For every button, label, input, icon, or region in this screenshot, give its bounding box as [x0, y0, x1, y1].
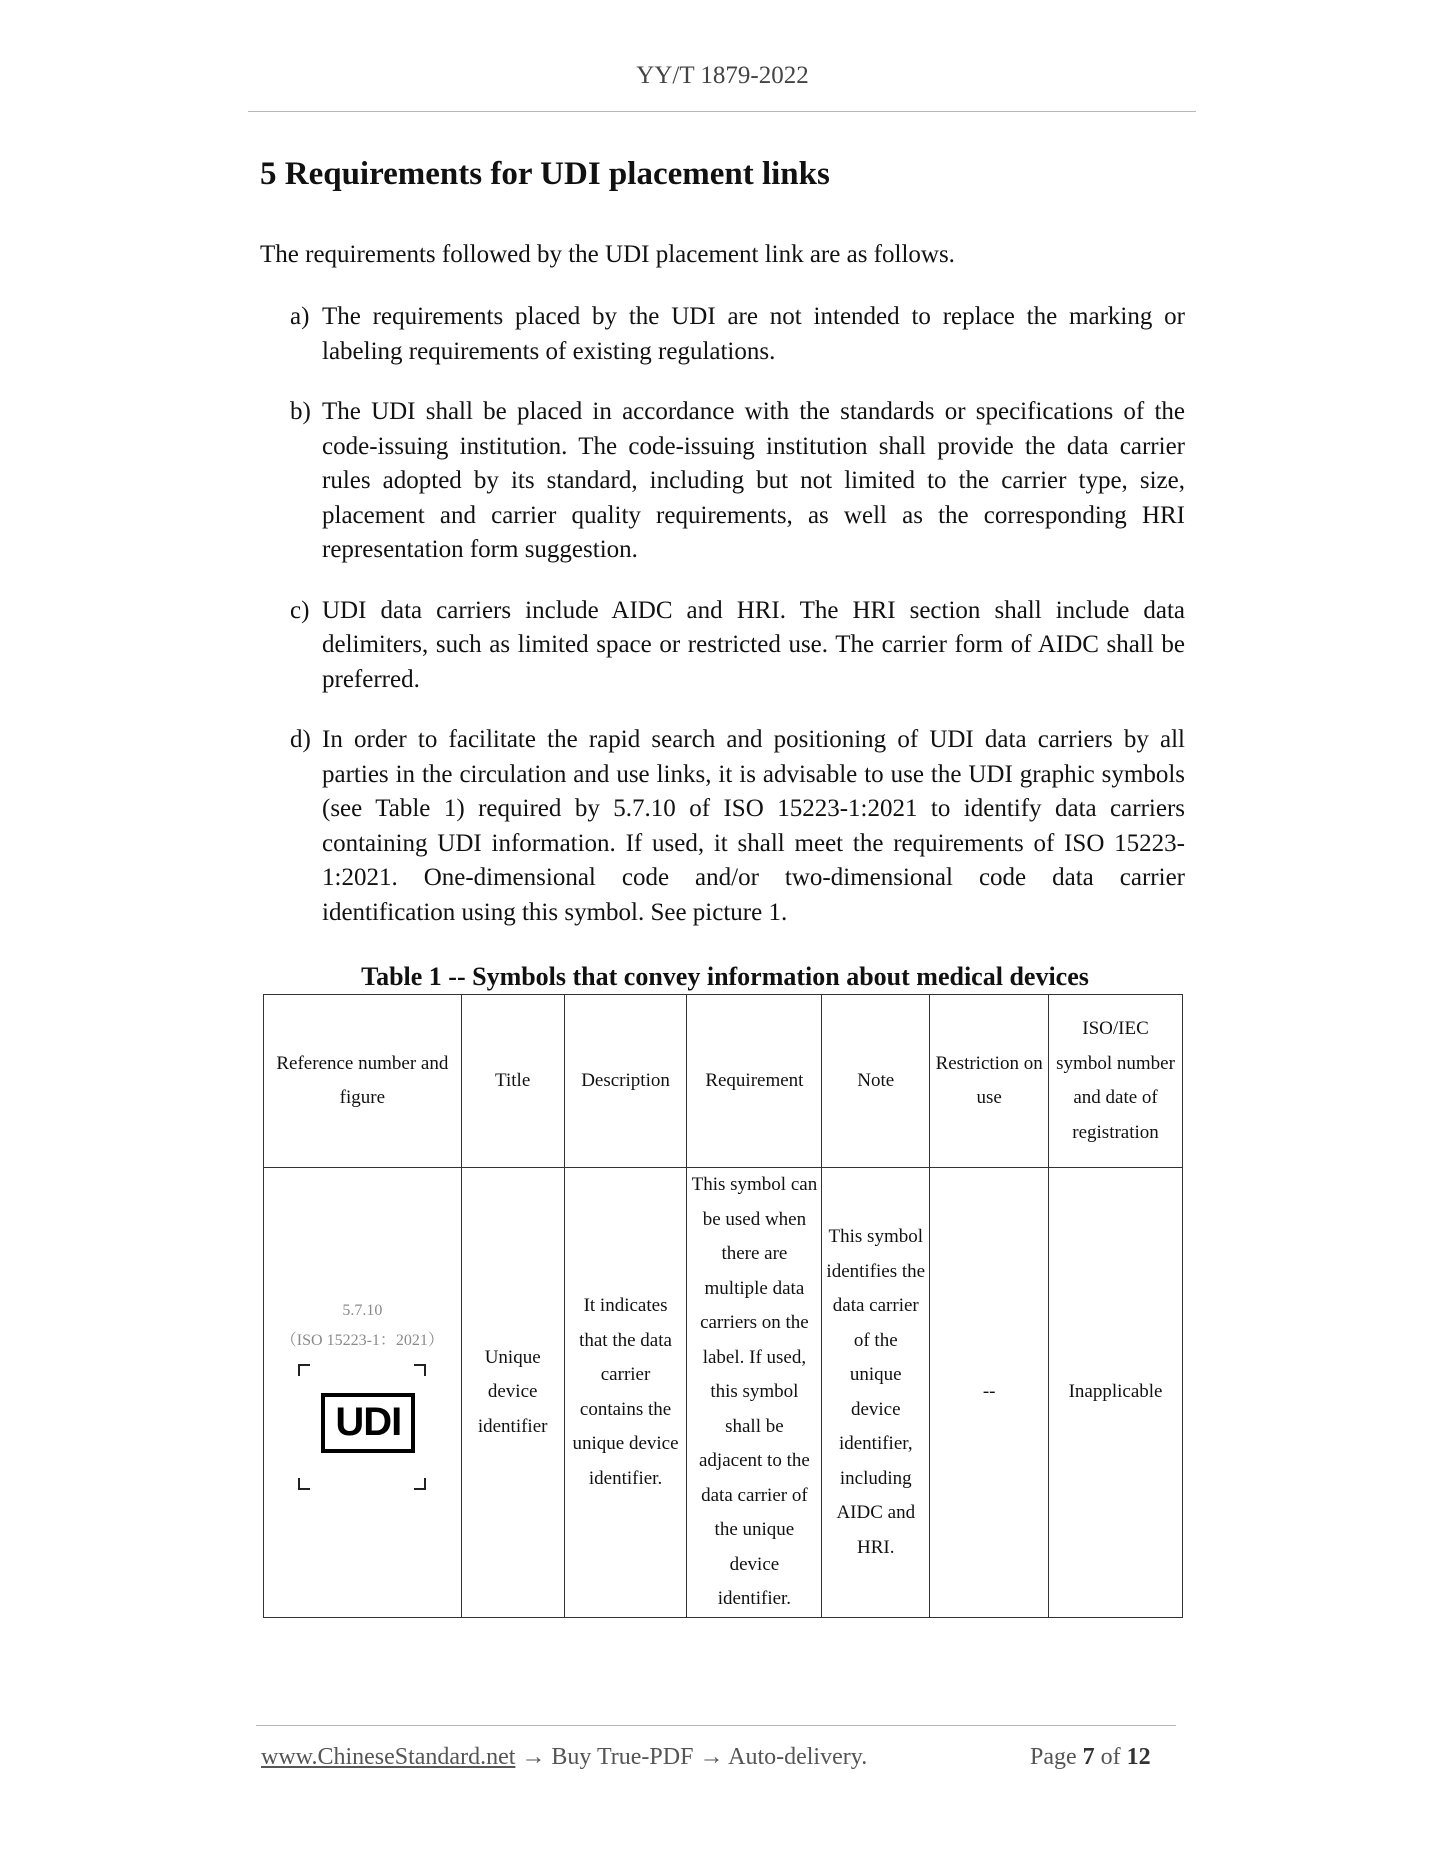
section-title: 5 Requirements for UDI placement links — [260, 156, 830, 192]
cell-reference — [264, 1168, 462, 1618]
cell-description: It indicates that the data carrier contains the unique device identifier. — [564, 1168, 687, 1618]
list-item-letter: b) — [290, 398, 311, 425]
header-requirement: Requirement — [687, 995, 822, 1168]
list-item-text: The requirements placed by the UDI are not intended to replace the marking or labeling requirements of existing regulations. — [322, 303, 1185, 365]
header-description: Description — [564, 995, 687, 1168]
list-item-letter: d) — [290, 726, 311, 753]
of-word: of — [1100, 1744, 1121, 1770]
figure-ref-source: （ISO 15223-1：2021） — [280, 1331, 444, 1349]
cell-note: This symbol identifies the data carrier of the unique device identifier, including AIDC and HRI. — [822, 1168, 930, 1618]
requirements-list — [290, 300, 1185, 956]
udi-symbol-text: UDI — [321, 1393, 415, 1453]
list-item — [290, 723, 1185, 930]
udi-figure — [268, 1296, 457, 1490]
header-note: Note — [822, 995, 930, 1168]
list-item — [290, 395, 1185, 568]
cell-requirement: This symbol can be used when there are multiple data carriers on the label. If used, this symbol shall be adjacent to the data carrier of the unique device identifier. — [687, 1168, 822, 1618]
header-registration: ISO/IEC symbol number and date of registration — [1049, 995, 1183, 1168]
list-item — [290, 594, 1185, 698]
udi-symbol-icon — [298, 1364, 426, 1490]
cell-registration: Inapplicable — [1049, 1168, 1183, 1618]
site-link[interactable]: www.ChineseStandard.net — [261, 1744, 516, 1770]
page-indicator — [1030, 1744, 1151, 1771]
header-divider — [248, 111, 1196, 112]
table-row — [264, 1168, 1183, 1618]
footer-left — [261, 1744, 867, 1771]
list-item — [290, 300, 1185, 369]
header-restriction: Restriction on use — [930, 995, 1049, 1168]
header-title: Title — [461, 995, 564, 1168]
table-caption: Table 1 -- Symbols that convey information about medical devices — [361, 962, 1089, 991]
page-number: 7 — [1082, 1744, 1095, 1770]
table-header-row — [264, 995, 1183, 1168]
cell-title: Unique device identifier — [461, 1168, 564, 1618]
list-item-text: The UDI shall be placed in accordance with the standards or specifications of the code-issuing institution. The code-issuing institution shall provide the data carrier rules adopted by its standard, including but not limited to the carrier type, size, placement and carrier quality requirements, as well as the corresponding HRI representation form suggestion. — [322, 398, 1185, 563]
figure-ref-number: 5.7.10 — [342, 1301, 383, 1319]
list-item-letter: c) — [290, 596, 310, 624]
list-item-text: In order to facilitate the rapid search and positioning of UDI data carriers by all parties in the circulation and use links, it is advisable to use the UDI graphic symbols (see Table 1) required by 5.7.10 of ISO 15223-1:2021 to identify data carriers containing UDI information. If used, it shall meet the requirements of ISO 15223-1:2021. One-dimensional code and/or two-dimensional code data carrier identification using this symbol. See picture 1. — [322, 726, 1185, 926]
symbols-table — [263, 994, 1183, 1618]
total-pages: 12 — [1126, 1744, 1151, 1770]
list-item-text: UDI data carriers include AIDC and HRI. The HRI section shall include data delimiters, such as limited space or restricted use. The carrier form of AIDC shall be preferred. — [322, 596, 1185, 693]
document-header: YY/T 1879-2022 — [636, 62, 809, 89]
cell-restriction: -- — [930, 1168, 1049, 1618]
section-intro: The requirements followed by the UDI placement link are as follows. — [260, 241, 955, 268]
footer-divider — [256, 1725, 1176, 1726]
list-item-letter: a) — [290, 303, 310, 330]
header-reference: Reference number and figure — [264, 995, 462, 1168]
footer-tagline: → Buy True-PDF → Auto-delivery. — [515, 1744, 868, 1770]
page-word: Page — [1030, 1744, 1077, 1770]
